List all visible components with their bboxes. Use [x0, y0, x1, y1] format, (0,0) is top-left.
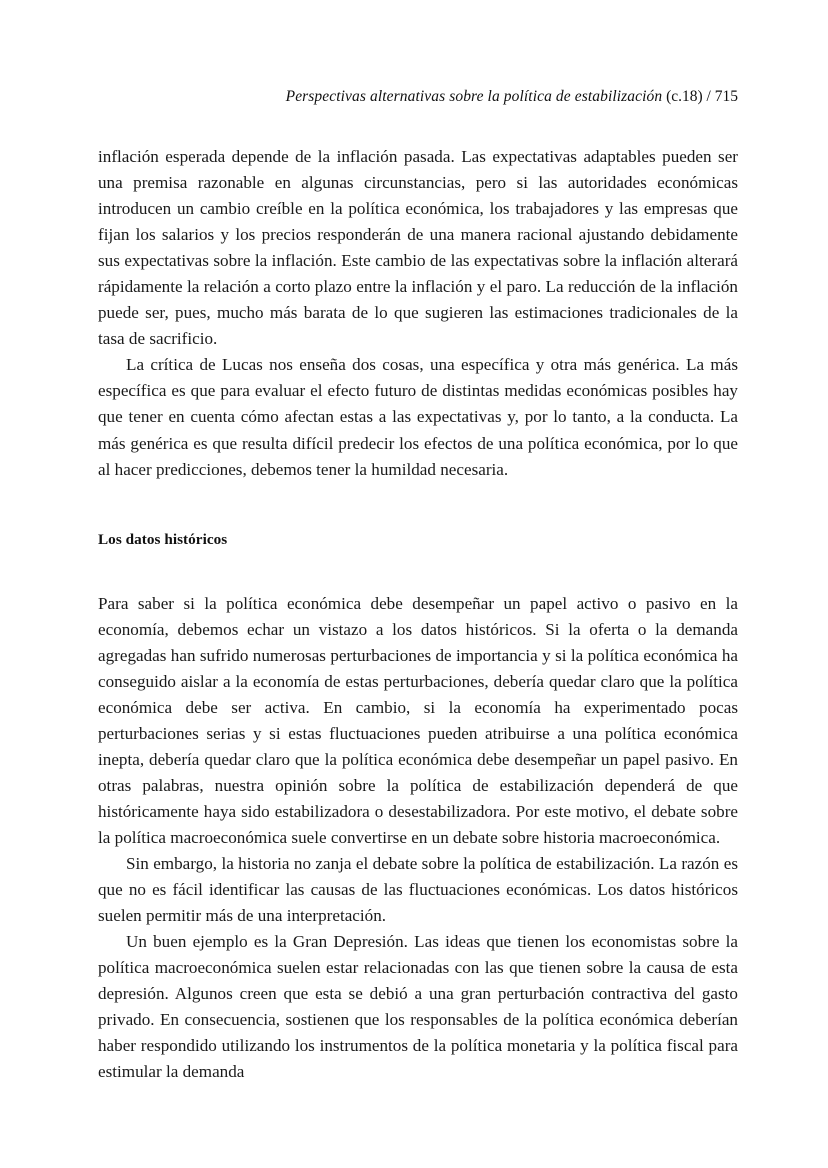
body-text-block: [98, 144, 738, 1086]
paragraph-4: Sin embargo, la historia no zanja el debate sobre la política de estabilización. La razón es que no es fácil identificar las causas de las fluctuaciones económicas. Los datos históricos suelen permitir más de una interpretación.: [98, 854, 738, 926]
running-head-folio: (c.18) / 715: [662, 88, 738, 105]
heading-spacer-above: [98, 483, 738, 530]
paragraph-3: Para saber si la política económica debe desempeñar un papel activo o pasivo en la economía, debemos echar un vistazo a los datos históricos. Si la oferta o la demanda agregadas han sufrido numerosas perturbaciones de importancia y si la política económica ha conseguido aislar a la economía de estas perturbaciones, debería quedar claro que la política económica debe ser activa. En cambio, si la economía ha experimentado pocas perturbaciones serias y si estas fluctuaciones pueden atribuirse a una política económica inepta, debería quedar claro que la política económica debe desempeñar un papel pasivo. En otras palabras, nuestra opinión sobre la política de estabilización dependerá de que históricamente haya sido estabilizadora o desestabilizadora. Por este motivo, el debate sobre la política macroeconómica suele convertirse en un debate sobre historia macroeconómica.: [98, 593, 738, 848]
heading-spacer-below: [98, 550, 738, 591]
paragraph-2: La crítica de Lucas nos enseña dos cosas, una específica y otra más genérica. La más específica es que para evaluar el efecto futuro de distintas medidas económicas posibles hay que tener en cuenta cómo afectan estas a las expectativas y, por lo tanto, a la conducta. La más genérica es que resulta difícil predecir los efectos de una política económica, por lo que al hacer predicciones, debemos tener la humildad necesaria.: [98, 355, 738, 479]
running-head: [98, 88, 738, 107]
running-head-title: Perspectivas alternativas sobre la política de estabilización: [285, 88, 663, 105]
paragraph-5: Un buen ejemplo es la Gran Depresión. Las ideas que tienen los economistas sobre la política macroeconómica suelen estar relacionadas con las que tienen sobre la causa de esta depresión. Algunos creen que esta se debió a una gran perturbación contractiva del gasto privado. En consecuencia, sostienen que los responsables de la política económica deberían haber respondido utilizando los instrumentos de la política monetaria y la política fiscal para estimular la demanda: [98, 932, 738, 1082]
section-heading-los-datos-historicos: Los datos históricos: [98, 530, 228, 548]
paragraph-1: inflación esperada depende de la inflación pasada. Las expectativas adaptables pueden ser una premisa razonable en algunas circunstancias, pero si las autoridades económicas introducen un cambio creíble en la política económica, los trabajadores y las empresas que fijan los salarios y los precios responderán de una manera racional ajustando debidamente sus expectativas sobre la inflación. Este cambio de las expectativas sobre la inflación alterará rápidamente la relación a corto plazo entre la inflación y el paro. La reducción de la inflación puede ser, pues, mucho más barata de lo que sugieren las estimaciones tradicionales de la tasa de sacrificio.: [98, 147, 738, 349]
